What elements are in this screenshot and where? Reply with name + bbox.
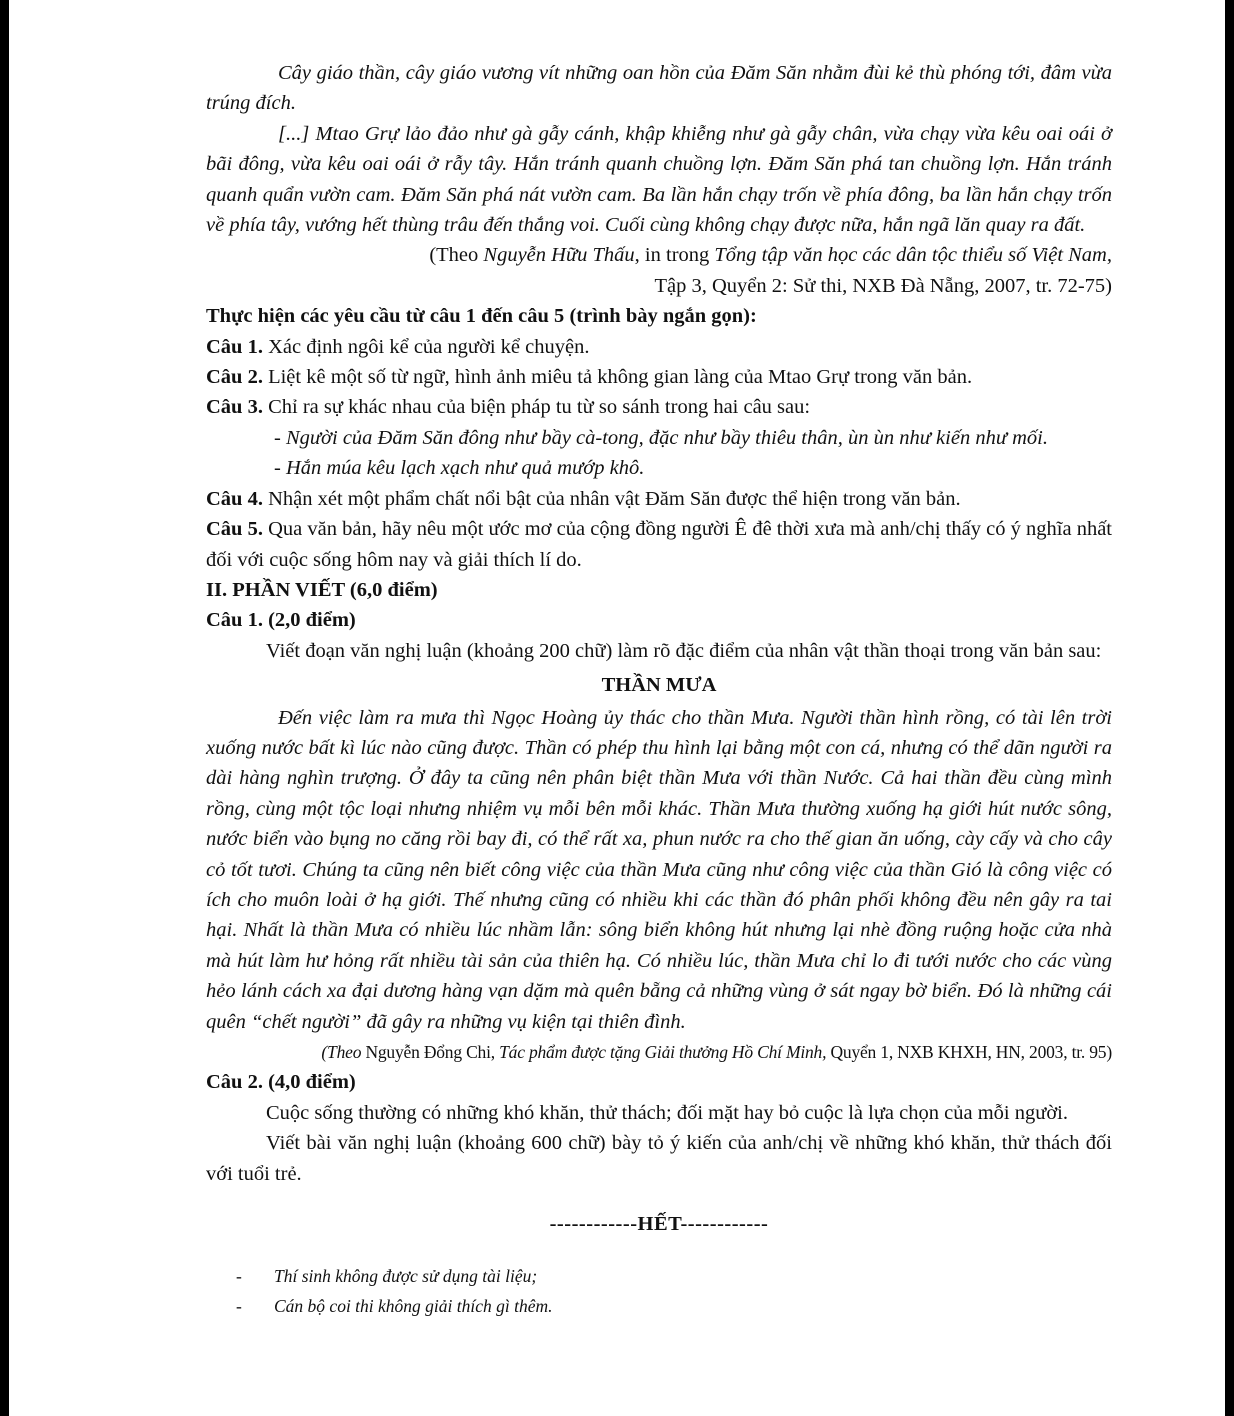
question-3: Câu 3. Chỉ ra sự khác nhau của biện pháp tu từ so sánh trong hai câu sau: [206,396,811,419]
end-marker: ------------HẾT------------ [549,1213,769,1236]
source-author: Nguyễn Hữu Thấu [483,244,635,267]
writing-question-1-text: Viết đoạn văn nghị luận (khoảng 200 chữ) làm rõ đặc điểm của nhân vật thần thoại trong văn bản sau: [266,639,1102,662]
scan-edge-left [0,0,9,1416]
writing-section-title: II. PHẦN VIẾT (6,0 điểm) [206,578,438,601]
writing-question-1-heading: Câu 1. (2,0 điểm) [206,609,356,632]
note-item: - Thí sinh không được sử dụng tài liệu; [246,1261,1112,1291]
story-title: THẦN MƯA [601,674,717,697]
instructions-lead: Thực hiện các yêu cầu từ câu 1 đến câu 5 [206,305,565,328]
instructions-note: (trình bày ngắn gọn): [564,305,757,328]
instructions [206,301,1112,331]
writing-question-2-text-2: Viết bài văn nghị luận (khoảng 600 chữ) bày tỏ ý kiến của anh/chị về những khó khăn, thử thách đối với tuổi trẻ. [206,1132,1112,1185]
question-4: Câu 4. Nhận xét một phẩm chất nổi bật của nhân vật Đăm Săn được thể hiện trong văn bản. [206,487,961,510]
scan-edge-right [1225,0,1234,1416]
story-source: (Theo Nguyễn Đổng Chi, Tác phẩm được tặng Giải thưởng Hồ Chí Minh, Quyển 1, NXB KHXH, HN, 2003, tr. 95) [321,1042,1112,1062]
question-3-example-2: - Hắn múa kêu lạch xạch như quả mướp khô. [274,457,645,480]
exam-notes [206,1261,1112,1321]
question-3-example-1: - Người của Đăm Săn đông như bầy cà-tong, đặc như bầy thiêu thân, ùn ùn như kiến như mối. [274,426,1048,449]
source-book: Tổng tập văn học các dân tộc thiểu số Việt Nam, [714,244,1112,267]
passage-source-line2: Tập 3, Quyển 2: Sử thi, NXB Đà Nẵng, 2007, tr. 72-75) [654,274,1112,297]
note-item: - Cán bộ coi thi không giải thích gì thêm. [246,1291,1112,1321]
writing-question-2-text-1: Cuộc sống thường có những khó khăn, thử thách; đối mặt hay bỏ cuộc là lựa chọn của mỗi người. [266,1101,1068,1124]
question-1: Câu 1. Xác định ngôi kể của người kể chuyện. [206,335,590,358]
question-5: Câu 5. Qua văn bản, hãy nêu một ước mơ của cộng đồng người Ê đê thời xưa mà anh/chị thấy có ý nghĩa nhất đối với cuộc sống hôm nay và giải thích lí do. [206,518,1112,571]
passage-paragraph-1: Cây giáo thần, cây giáo vương vít những oan hồn của Đăm Săn nhằm đùi kẻ thù phóng tới, đâm vừa trúng đích. [206,62,1112,115]
passage-source: (Theo Nguyễn Hữu Thấu, in trong Tổng tập văn học các dân tộc thiểu số Việt Nam, [429,244,1112,267]
question-2: Câu 2. Liệt kê một số từ ngữ, hình ảnh miêu tả không gian làng của Mtao Grự trong văn bản. [206,366,973,389]
writing-question-2-heading: Câu 2. (4,0 điểm) [206,1071,356,1094]
story-text: Đến việc làm ra mưa thì Ngọc Hoàng ủy thác cho thần Mưa. Người thần hình rồng, có tài lên trời xuống nước bất kì lúc nào cũng được. Thần có phép thu hình lại bằng một con cá, nhưng có thể dãn người ra dài hàng nghìn trượng. Ở đây ta cũng nên phân biệt thần Mưa với thần Nước. Cả hai thần đều cùng mình rồng, cùng một tộc loại nhưng nhiệm vụ mỗi bên mỗi khác. Thần Mưa thường xuống hạ giới hút nước sông, nước biển vào bụng no căng rồi bay đi, có thể rất xa, phun nước ra cho thế gian ăn uống, cày cấy và cho cây cỏ tốt tươi. Chúng ta cũng nên biết công việc của thần Mưa cũng như công việc của thần Gió là công việc có ích cho muôn loài ở hạ giới. Thế nhưng cũng có nhiều khi các thần đó phân phối không đều nên gây ra tai hại. Nhất là thần Mưa có nhiều lúc nhầm lẫn: sông biển không hút nhưng lại nhè đồng ruộng hoặc cửa nhà mà hút làm hư hỏng rất nhiều tài sản của thiên hạ. Có nhiều lúc, thần Mưa chỉ lo đi tưới nước cho các vùng hẻo lánh cách xa đại dương hàng vạn dặm mà quên bẵng cả những vùng ở sát ngay bờ biển. Đó là những cái quên “chết người” đã gây ra những vụ kiện tại thiên đình. [206,706,1112,1033]
passage-paragraph-2: [...] Mtao Grự lảo đảo như gà gẫy cánh, khập khiễng như gà gẫy chân, vừa chạy vừa kêu oai oái ở bãi đông, vừa kêu oai oái ở rẫy tây. Hắn tránh quanh chuồng lợn. Đăm Săn phá tan chuồng lợn. Hắn tránh quanh quẩn vườn cam. Đăm Săn phá nát vườn cam. Ba lần hắn chạy trốn về phía đông, ba lần hắn chạy trốn về phía tây, vướng hết thùng trâu đến thắng voi. Cuối cùng không chạy được nữa, hắn ngã lăn quay ra đất. [206,122,1112,237]
